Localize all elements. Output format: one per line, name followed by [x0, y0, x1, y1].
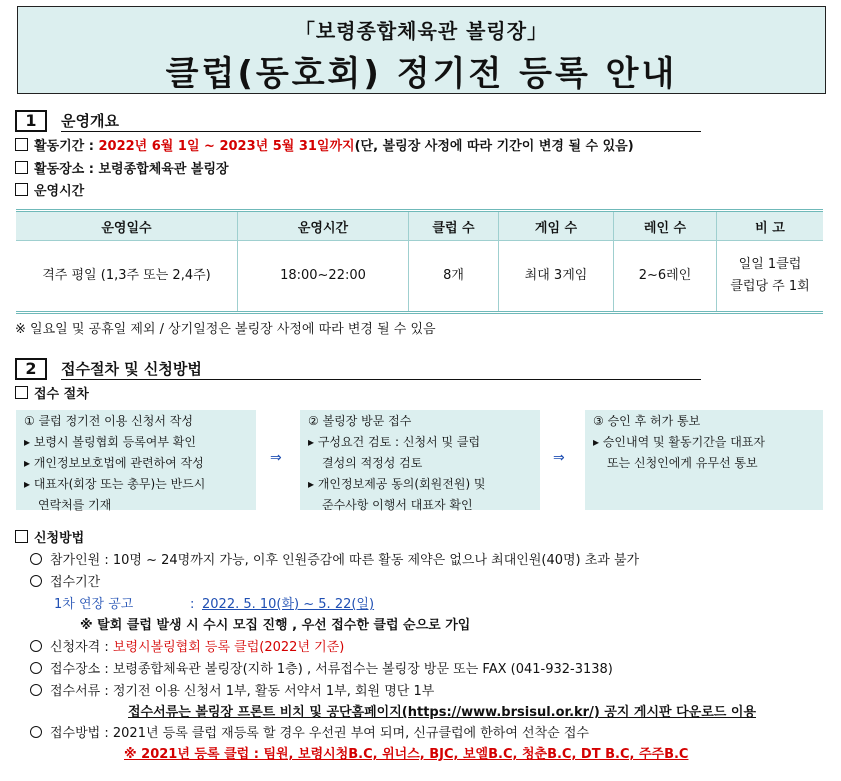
- checkbox-icon: [15, 530, 28, 543]
- section2-heading: [15, 358, 701, 380]
- section2-title: 접수절차 및 신청방법: [61, 360, 701, 380]
- place-line: 접수장소 : 보령종합체육관 볼링장(지하 1층) , 서류접수는 볼링장 방문 또는 FAX (041-932-3138): [30, 661, 613, 679]
- table-header: 레인 수: [614, 211, 717, 241]
- activity-period: 활동기간 : 2022년 6월 1일 ~ 2023년 5월 31일까지(단, 볼링장 사정에 따라 기간이 변경 될 수 있음): [15, 138, 634, 156]
- table-cell: 2~6레인: [614, 241, 717, 313]
- table-cell-note: [717, 241, 824, 313]
- step-head: ③ 승인 후 허가 통보: [593, 414, 701, 428]
- table-cell: 18:00~22:00: [238, 241, 409, 313]
- section1-heading: [15, 110, 701, 132]
- table-header: 클럽 수: [409, 211, 499, 241]
- checkbox-icon: [15, 386, 28, 399]
- activity-place: 활동장소 : 보령종합체육관 볼링장: [15, 161, 229, 179]
- checkbox-icon: [15, 138, 28, 151]
- circle-bullet-icon: [30, 553, 42, 565]
- checkbox-icon: [15, 161, 28, 174]
- circle-bullet-icon: [30, 662, 42, 674]
- step-line: 또는 신청인에게 유무선 통보: [607, 456, 758, 470]
- period-colon: :: [190, 597, 195, 612]
- step-line: 준수사항 이행서 대표자 확인: [322, 498, 473, 512]
- members-line: 참가인원 : 10명 ~ 24명까지 가능, 이후 인원증감에 따른 활동 제약은 없으나 최대인원(40명) 초과 불가: [30, 552, 639, 570]
- docs-note: 접수서류는 볼링장 프론트 비치 및 공단홈페이지(https://www.brsisul.or.kr/) 공지 게시판 다운로드 이용: [128, 705, 757, 720]
- section1-title: 운영개요: [61, 112, 701, 132]
- circle-bullet-icon: [30, 640, 42, 652]
- arrow-right-icon: ⇒: [553, 450, 565, 466]
- period-note: (단, 볼링장 사정에 따라 기간이 변경 될 수 있음): [354, 139, 634, 154]
- method-label: 신청방법: [15, 530, 84, 548]
- table-cell: 격주 평일 (1,3주 또는 2,4주): [16, 241, 238, 313]
- section2-number: 2: [15, 358, 47, 380]
- procedure-step-1: [16, 410, 256, 510]
- how-note: ※ 2021년 등록 클럽 : 팀원, 보령시청B.C, 위너스, BJC, 보엘B.C, 청춘B.C, DT B.C, 주주B.C: [124, 747, 689, 762]
- step-head: ② 볼링장 방문 접수: [308, 414, 412, 428]
- section1-number: 1: [15, 110, 47, 132]
- step-head: ① 클럽 정기전 이용 신청서 작성: [24, 414, 193, 428]
- operation-table: [16, 209, 823, 314]
- note-line: 클럽당 주 1회: [730, 279, 810, 294]
- how-line: 접수방법 : 2021년 등록 클럽 재등록 할 경우 우선권 부여 되며, 신규클럽에 한하여 선착순 접수: [30, 725, 589, 743]
- step-line: 결성의 적정성 검토: [322, 456, 423, 470]
- operating-hours-label: 운영시간: [15, 183, 84, 201]
- page-title: 클럽(동호회) 정기전 등록 안내: [165, 54, 678, 94]
- qualification-value: 보령시볼링협회 등록 클럽(2022년 기준): [112, 640, 345, 655]
- period-dates: 2022. 5. 10(화) ~ 5. 22(일): [202, 597, 375, 612]
- step-line: 연락처를 기재: [38, 498, 112, 512]
- step-line: ▸ 대표자(회장 또는 총무)는 반드시: [24, 477, 206, 491]
- table-header: 운영시간: [238, 211, 409, 241]
- circle-bullet-icon: [30, 684, 42, 696]
- table-header: 운영일수: [16, 211, 238, 241]
- docs-line: 접수서류 : 정기전 이용 신청서 1부, 활동 서약서 1부, 회원 명단 1부: [30, 683, 434, 701]
- checkbox-icon: [15, 183, 28, 196]
- table-header-row: [16, 211, 823, 241]
- procedure-label: 접수 절차: [15, 386, 89, 404]
- note-line: 일일 1클럽: [738, 257, 802, 272]
- step-line: ▸ 개인정보보호법에 관련하여 작성: [24, 456, 204, 470]
- table-header: 게임 수: [499, 211, 614, 241]
- circle-bullet-icon: [30, 726, 42, 738]
- title-box: [17, 6, 826, 94]
- step-line: ▸ 개인정보제공 동의(회원전원) 및: [308, 477, 486, 491]
- table-header: 비 고: [717, 211, 824, 241]
- step-line: ▸ 보령시 볼링협회 등록여부 확인: [24, 435, 196, 449]
- table-cell: 8개: [409, 241, 499, 313]
- procedure-step-2: [300, 410, 540, 510]
- table-row: [16, 241, 823, 313]
- table-cell: 최대 3게임: [499, 241, 614, 313]
- section1-footnote: ※ 일요일 및 공휴일 제외 / 상기일정은 볼링장 사정에 따라 변경 될 수 있음: [15, 322, 436, 337]
- arrow-right-icon: ⇒: [270, 450, 282, 466]
- period-label-line: 접수기간: [30, 574, 100, 592]
- page-subtitle: 「보령종합체육관 볼링장」: [294, 19, 549, 43]
- period-value: 2022년 6월 1일 ~ 2023년 5월 31일까지: [98, 139, 355, 154]
- period-note: ※ 탈회 클럽 발생 시 수시 모집 진행 , 우선 접수한 클럽 순으로 가입: [80, 618, 471, 633]
- step-line: ▸ 승인내역 및 활동기간을 대표자: [593, 435, 765, 449]
- place-value: 보령종합체육관 볼링장: [98, 162, 229, 177]
- step-line: ▸ 구성요건 검토 : 신청서 및 클럽: [308, 435, 481, 449]
- period-round: 1차 연장 공고: [54, 597, 134, 612]
- qualification-line: 신청자격 : 보령시볼링협회 등록 클럽(2022년 기준): [30, 639, 344, 657]
- circle-bullet-icon: [30, 575, 42, 587]
- procedure-step-3: [585, 410, 823, 510]
